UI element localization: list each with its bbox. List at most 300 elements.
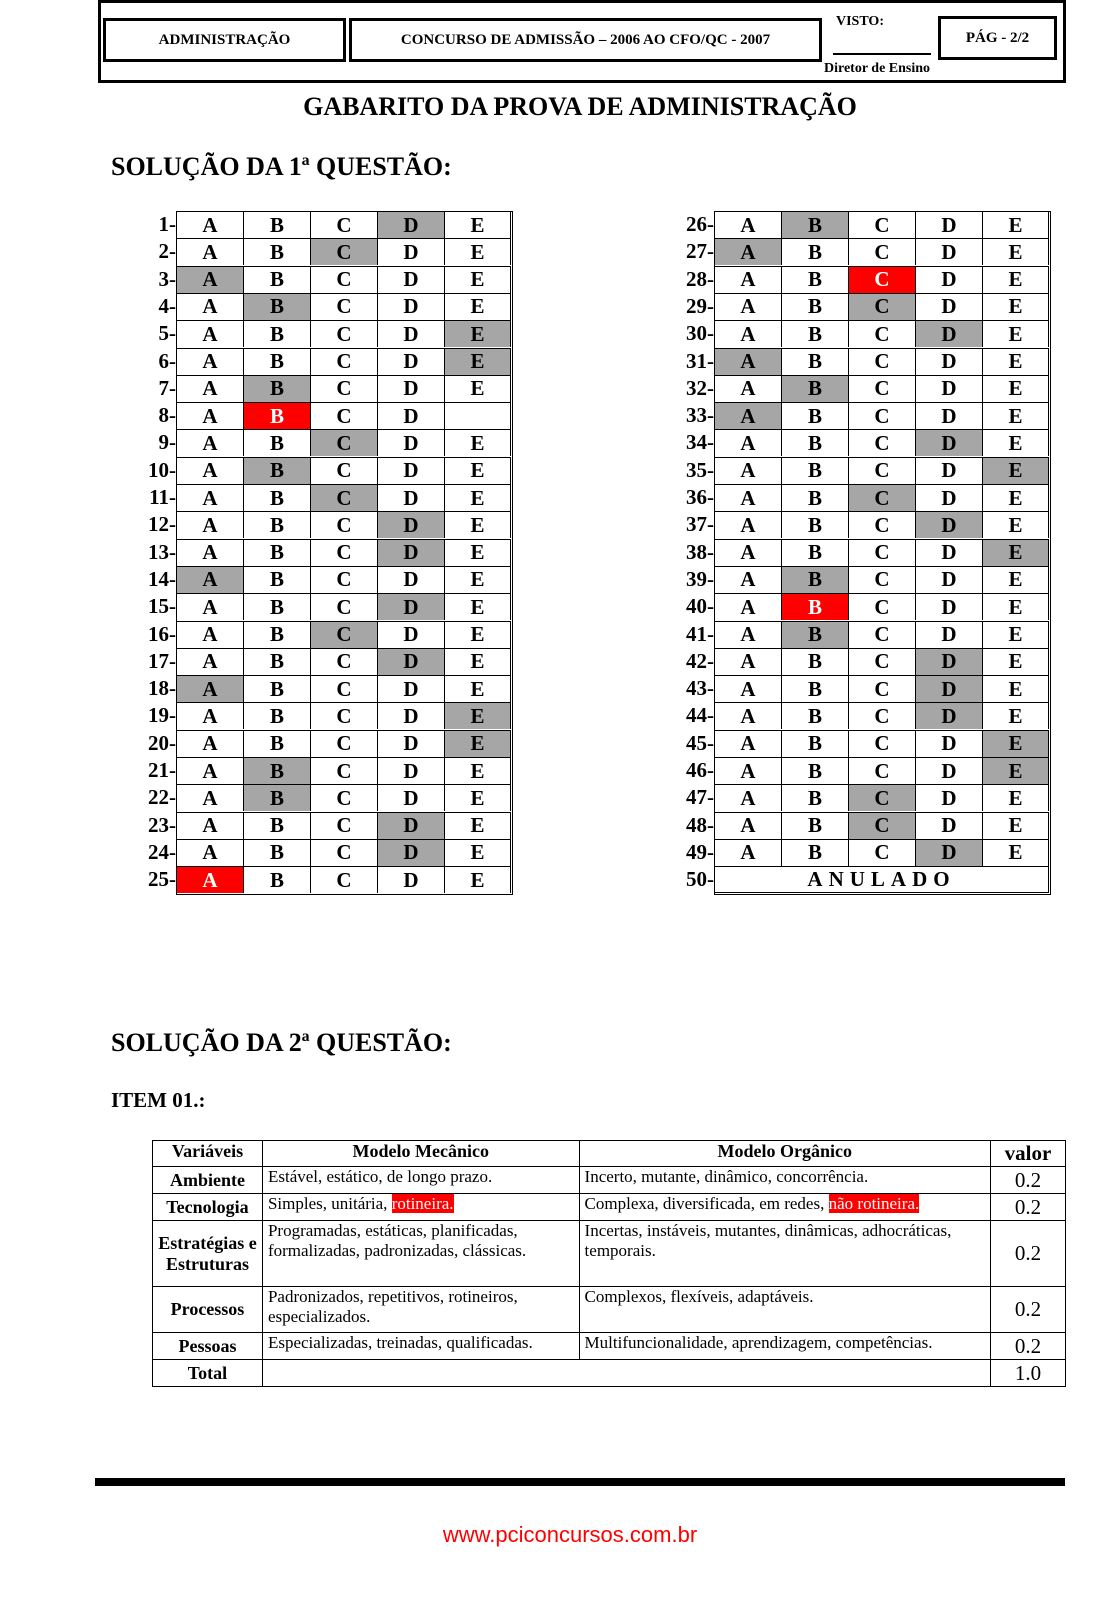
option-cell-a: A [714,566,781,593]
row-value: 0.2 [991,1287,1066,1333]
answer-row [714,402,1049,429]
option-cell-e: E [982,211,1049,238]
option-cell-c: C [310,839,377,866]
option-cell-c: C [848,402,915,429]
question-number: 31- [686,348,714,373]
option-cell-b: B [781,757,848,784]
option-cell-d: D [377,566,444,593]
question-number: 26- [686,212,714,236]
exam-box [349,18,822,62]
question-number: 46- [686,758,714,782]
option-cell-a: A [714,211,781,238]
row-variable: Ambiente [153,1167,263,1194]
question-number: 5- [158,321,176,346]
option-cell-b: B [243,211,310,238]
option-cell-d: D [377,757,444,784]
col-organico: Modelo Orgânico [579,1141,990,1167]
row-variable: Pessoas [153,1333,263,1360]
option-cell-d: D [915,621,982,648]
question-number: 29- [686,293,714,318]
option-cell-e: E [982,621,1049,648]
option-cell-b: B [243,566,310,593]
option-cell-d: D [377,266,444,293]
answer-row [714,593,1049,620]
option-cell-a: A [176,457,243,484]
option-cell-d: D [377,320,444,347]
option-cell-a: A [176,675,243,702]
option-cell-e: E [444,211,511,238]
option-cell-b: B [781,211,848,238]
option-cell-a: A [714,511,781,538]
answer-row [176,812,511,839]
option-cell-c: C [310,566,377,593]
option-cell-d: D [915,539,982,566]
option-cell-b: B [781,238,848,265]
option-cell-a: A [714,702,781,729]
option-cell-a: A [714,293,781,320]
option-cell-b: B [243,348,310,375]
option-cell-a: A [714,757,781,784]
option-cell-a: A [176,621,243,648]
option-cell-b: B [243,429,310,456]
option-cell-d: D [377,511,444,538]
question-number: 21- [148,758,176,782]
row-mecanico [262,1194,579,1221]
question-number: 49- [686,839,714,864]
question-number: 7- [158,375,176,400]
option-cell-c: C [848,266,915,293]
option-cell-b: B [243,593,310,620]
organico-text: Incertas, instáveis, mutantes, dinâmicas, adhocráticas, temporais. [584,1221,952,1260]
answer-row [176,566,511,593]
option-cell-d: D [377,539,444,566]
option-cell-a: A [714,730,781,757]
option-cell-a: A [714,320,781,347]
option-cell-a: A [714,238,781,265]
option-cell-e: E [444,320,511,347]
option-cell-e: E [444,812,511,839]
option-cell-c: C [310,211,377,238]
question-number: 20- [148,730,176,755]
option-cell-d: D [377,402,444,429]
question-number: 9- [158,430,176,455]
question-number: 4- [158,293,176,318]
option-cell-b: B [243,320,310,347]
question-number: 3- [158,266,176,291]
option-cell-b: B [243,812,310,839]
option-cell-a: A [714,812,781,839]
option-cell-b: B [243,784,310,811]
option-cell-a: A [176,593,243,620]
option-cell-a: A [176,539,243,566]
answer-row [714,566,1049,593]
option-cell-e: E [982,593,1049,620]
option-cell-e: E [444,648,511,675]
option-cell-b: B [243,839,310,866]
answer-row [714,839,1049,866]
answer-row [714,457,1049,484]
question-number: 50- [686,867,714,892]
option-cell-b: B [781,539,848,566]
option-cell-a: A [714,266,781,293]
option-cell-e: E [444,511,511,538]
option-cell-c: C [310,429,377,456]
option-cell-c: C [848,812,915,839]
option-cell-a: A [176,839,243,866]
answer-row [176,675,511,702]
option-cell-e: E [982,511,1049,538]
option-cell-d: D [915,702,982,729]
option-cell-e: E [982,784,1049,811]
subject-label: ADMINISTRAÇÃO [158,31,291,48]
option-cell-c: C [310,648,377,675]
option-cell-d: D [915,429,982,456]
option-cell-b: B [781,511,848,538]
option-cell-b: B [781,266,848,293]
option-cell-c: C [848,648,915,675]
option-cell-c: C [310,293,377,320]
question-number: 25- [148,867,176,892]
option-cell-c: C [310,730,377,757]
option-cell-e: E [982,812,1049,839]
answer-row [176,266,511,293]
question-number: 28- [686,266,714,291]
option-cell-e: E [982,320,1049,347]
answer-row [176,648,511,675]
option-cell-c: C [310,348,377,375]
question-number: 38- [686,539,714,564]
option-cell-a: A [176,429,243,456]
option-cell-a: A [176,484,243,511]
option-cell-d: D [377,293,444,320]
option-cell-b: B [243,238,310,265]
option-cell-c: C [310,402,377,429]
option-cell-a: A [714,375,781,402]
answer-row [714,784,1049,811]
question-number: 36- [686,485,714,509]
answer-row [176,238,511,265]
col-valor: valor [991,1141,1066,1167]
mecanico-highlight: rotineira. [391,1194,454,1213]
option-cell-a: A [176,866,243,893]
question-number: 35- [686,457,714,482]
question-number: 10- [148,457,176,482]
option-cell-b: B [781,402,848,429]
mecanico-text: Estável, estático, de longo prazo. [267,1167,493,1186]
question-number: 19- [148,703,176,728]
option-cell-e: E [982,293,1049,320]
table-row [153,1287,1066,1333]
question-number: 2- [158,239,176,264]
question-number: 11- [149,485,176,509]
answer-row [176,702,511,729]
option-cell-a: A [176,702,243,729]
option-cell-b: B [781,375,848,402]
option-cell-d: D [915,484,982,511]
answer-row [714,375,1049,402]
option-cell-e: E [444,238,511,265]
option-cell-d: D [377,866,444,893]
option-cell-c: C [310,702,377,729]
option-cell-c: C [310,784,377,811]
option-cell-a: A [714,784,781,811]
page-label: PÁG - 2/2 [965,29,1030,46]
option-cell-e: E [982,484,1049,511]
option-cell-d: D [377,839,444,866]
row-organico [579,1167,990,1194]
option-cell-a: A [176,812,243,839]
answer-row [714,702,1049,729]
answer-row [176,375,511,402]
answer-row [176,511,511,538]
answer-row [176,429,511,456]
row-organico [579,1221,990,1287]
question-number: 12- [148,512,176,537]
row-organico [579,1287,990,1333]
option-cell-a: A [176,375,243,402]
option-cell-d: D [377,812,444,839]
option-cell-e: E [444,621,511,648]
option-cell-e: E [982,702,1049,729]
option-cell-a: A [714,648,781,675]
option-cell-a: A [714,402,781,429]
question-number: 33- [686,403,714,428]
option-cell-d: D [377,675,444,702]
question-number: 15- [148,594,176,619]
answer-row [714,730,1049,757]
option-cell-b: B [781,839,848,866]
option-cell-b: B [243,375,310,402]
row-variable: Estratégias e Estruturas [153,1221,263,1287]
option-cell-e: E [982,457,1049,484]
signature-line [833,53,931,55]
option-cell-e: E [982,348,1049,375]
total-label: Total [153,1360,263,1387]
option-cell-c: C [848,457,915,484]
answer-row [176,866,511,893]
answer-row [714,648,1049,675]
option-cell-e: E [982,266,1049,293]
question-number: 44- [686,703,714,728]
option-cell-e: E [982,566,1049,593]
option-cell-a: A [714,675,781,702]
option-cell-a: A [714,429,781,456]
option-cell-b: B [243,457,310,484]
option-cell-a: A [176,238,243,265]
mecanico-text: Simples, unitária, [267,1194,388,1213]
option-cell-c: C [848,757,915,784]
option-cell-c: C [848,484,915,511]
question-number: 27- [686,239,714,264]
option-cell-b: B [243,266,310,293]
answer-row [176,293,511,320]
option-cell-b: B [781,457,848,484]
option-cell-d: D [915,648,982,675]
option-cell-c: C [848,539,915,566]
option-cell-e: E [444,757,511,784]
option-cell-d: D [377,621,444,648]
option-cell-e: E [982,730,1049,757]
option-cell-b: B [781,348,848,375]
answer-row [714,812,1049,839]
option-cell-d: D [915,375,982,402]
question-number: 6- [158,348,176,373]
q2-header-row [153,1141,1066,1167]
row-value: 0.2 [991,1221,1066,1287]
option-cell-d: D [915,593,982,620]
answer-row [714,511,1049,538]
option-cell-e: E [444,375,511,402]
answer-row [714,238,1049,265]
option-cell-e: E [982,402,1049,429]
option-cell-e: E [444,702,511,729]
option-cell-e: E [444,539,511,566]
option-cell-d: D [915,320,982,347]
option-cell-d: D [377,648,444,675]
option-cell-a: A [176,293,243,320]
option-cell-d: D [377,702,444,729]
answer-row [176,593,511,620]
option-cell-c: C [310,621,377,648]
option-cell-b: B [243,539,310,566]
question-number: 41- [686,621,714,646]
exam-label: CONCURSO DE ADMISSÃO – 2006 AO CFO/QC - 2007 [400,31,771,48]
q2-table [152,1140,1066,1387]
option-cell-b: B [781,730,848,757]
option-cell-d: D [377,457,444,484]
answer-row [714,293,1049,320]
option-cell-e: E [444,566,511,593]
option-cell-c: C [848,348,915,375]
option-cell-c: C [848,566,915,593]
question-number: 17- [148,648,176,673]
option-cell-c: C [310,266,377,293]
answer-row [176,539,511,566]
option-cell-d: D [915,457,982,484]
organico-text: Incerto, mutante, dinâmico, concorrência. [584,1167,869,1186]
annulled-cell: ANULADO [714,866,1049,893]
option-cell-d: D [915,266,982,293]
option-cell-c: C [310,757,377,784]
option-cell-c: C [848,702,915,729]
footer-url[interactable]: www.pciconcursos.com.br [442,1522,698,1547]
option-cell-d: D [377,784,444,811]
option-cell-e: E [444,675,511,702]
answer-row [714,320,1049,347]
answer-row [714,675,1049,702]
option-cell-e: E [444,429,511,456]
option-cell-d: D [377,730,444,757]
option-cell-c: C [310,866,377,893]
option-cell-e: E [982,375,1049,402]
option-cell-e: E [444,730,511,757]
question-number: 42- [686,648,714,673]
option-cell-b: B [243,402,310,429]
table-row [153,1221,1066,1287]
answer-row [176,457,511,484]
answer-row [714,484,1049,511]
question-number: 40- [686,594,714,619]
option-cell-b: B [243,648,310,675]
question-number: 37- [686,512,714,537]
option-cell-c: C [310,375,377,402]
option-cell-c: C [848,320,915,347]
option-cell-b: B [243,293,310,320]
option-cell-a: A [176,402,243,429]
answer-row [176,348,511,375]
option-cell-d: D [915,730,982,757]
total-value: 1.0 [991,1360,1066,1387]
row-mecanico [262,1167,579,1194]
option-cell-b: B [781,702,848,729]
option-cell-d: D [377,375,444,402]
option-cell-a: A [714,457,781,484]
option-cell-a: A [176,757,243,784]
signature-role: Diretor de Ensino [824,61,931,76]
option-cell-b: B [243,730,310,757]
table-row [153,1167,1066,1194]
question-number: 30- [686,321,714,346]
option-cell-a: A [176,266,243,293]
option-cell-c: C [848,675,915,702]
option-cell-c: C [848,375,915,402]
option-cell-c: C [310,539,377,566]
option-cell-d: D [915,402,982,429]
option-cell-a: A [176,348,243,375]
question-number: 34- [686,430,714,455]
option-cell-b: B [781,293,848,320]
answer-row [176,484,511,511]
option-cell-c: C [310,320,377,347]
option-cell-d: D [915,784,982,811]
option-cell-b: B [781,429,848,456]
option-cell-e: E [982,675,1049,702]
option-cell-b: B [781,484,848,511]
q1-heading: SOLUÇÃO DA 1ª QUESTÃO: [111,152,452,181]
option-cell-b: B [243,511,310,538]
option-cell-a: A [176,784,243,811]
option-cell-e: E [444,348,511,375]
option-cell-e: E [982,839,1049,866]
answer-row [176,730,511,757]
option-cell-b: B [781,566,848,593]
answer-row [714,621,1049,648]
page-title: GABARITO DA PROVA DE ADMINISTRAÇÃO [303,92,857,121]
option-cell-e: E [444,484,511,511]
question-number: 43- [686,676,714,701]
q2-heading: SOLUÇÃO DA 2ª QUESTÃO: [111,1028,452,1057]
option-cell-c: C [310,812,377,839]
option-cell-b: B [243,702,310,729]
option-cell-a: A [714,593,781,620]
table-row [153,1333,1066,1360]
answer-row [714,266,1049,293]
option-cell-e: E [982,539,1049,566]
option-cell-c: C [848,593,915,620]
option-cell-c: C [310,238,377,265]
mecanico-text: Programadas, estáticas, planificadas, formalizadas, padronizadas, clássicas. [267,1221,527,1260]
question-number: 22- [148,785,176,810]
question-number: 16- [148,621,176,646]
option-cell-d: D [915,839,982,866]
footer-rule [95,1478,1065,1486]
answer-row [176,320,511,347]
option-cell-e [444,402,511,429]
option-cell-b: B [243,484,310,511]
option-cell-c: C [848,293,915,320]
option-cell-c: C [848,839,915,866]
question-number: 14- [148,566,176,591]
